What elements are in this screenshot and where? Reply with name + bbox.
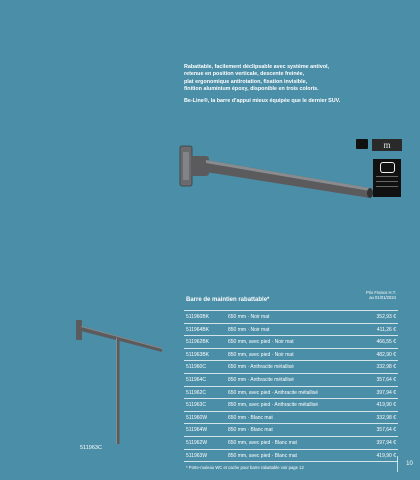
cell-price: 397,94 € (376, 439, 396, 446)
cell-price: 466,55 € (376, 339, 396, 346)
table-row (184, 374, 398, 387)
table-row (184, 399, 398, 412)
table-row (184, 424, 398, 437)
cell-desc: 650 mm · Anthracite métallisé (228, 364, 294, 371)
intro-line: retenue en position verticale, descente freinée, (184, 71, 305, 78)
intro-line: plat ergonomique antirotation, fixation invisible, (184, 78, 308, 85)
cell-price: 332,98 € (376, 414, 396, 421)
cell-code: 511962W (186, 439, 208, 446)
grab-bar-with-leg-image (76, 316, 164, 446)
cell-price: 357,64 € (376, 427, 396, 434)
product-code-label: 511963C (80, 445, 102, 451)
cell-desc: 650 mm, avec pied · Noir mat (228, 339, 294, 346)
cell-code: 511963C (186, 402, 206, 409)
table-row (184, 437, 398, 450)
intro-tagline: Be-Line®, la barre d’appui mieux équipée que le dernier SUV. (184, 97, 341, 104)
intro-line: finition aluminium époxy, disponible en trois coloris. (184, 86, 319, 93)
cell-desc: 850 mm · Blanc mat (228, 427, 273, 434)
table-header (184, 288, 398, 311)
table-row (184, 387, 398, 400)
table-row (184, 412, 398, 425)
cell-code: 511964C (186, 376, 206, 383)
cell-code: 511964W (186, 427, 208, 434)
cell-desc: 650 mm, avec pied · Blanc mat (228, 439, 297, 446)
cell-code: 511962BK (186, 339, 209, 346)
cell-desc: 850 mm, avec pied · Anthracite métallisé (228, 402, 319, 409)
warranty-badge-icon (373, 159, 401, 197)
cell-desc: 850 mm, avec pied · Blanc mat (228, 452, 297, 459)
table-footnote: * Porte-rouleau WC et cache pour barre rabattable voir page 12 (186, 465, 304, 471)
table-title: Barre de maintien rabattable* (186, 297, 270, 303)
cell-price: 397,94 € (376, 389, 396, 396)
design-logo: m (372, 139, 402, 151)
cell-price: 357,64 € (376, 376, 396, 383)
cell-desc: 650 mm · Noir mat (228, 314, 270, 320)
cell-desc: 850 mm · Noir mat (228, 326, 270, 333)
table-row (184, 336, 398, 349)
folding-grab-bar-image (178, 138, 378, 208)
cell-desc: 850 mm · Anthracite métallisé (228, 376, 294, 383)
intro-text (184, 64, 384, 105)
cell-code: 511962C (186, 389, 206, 396)
cell-price: 352,93 € (376, 314, 396, 320)
cell-code: 511963BK (186, 351, 209, 358)
cell-desc: 650 mm · Blanc mat (228, 414, 273, 421)
cell-desc: 650 mm, avec pied · Anthracite métallisé (228, 389, 319, 396)
cell-code: 511960C (186, 364, 206, 371)
table-row (184, 450, 398, 463)
cell-desc: 850 mm, avec pied · Noir mat (228, 351, 294, 358)
page-number: 10 (397, 456, 420, 472)
table-row (184, 361, 398, 374)
table-row (184, 311, 398, 324)
intro-line: Rabattable, facilement déclipsable avec système antivol, (184, 64, 330, 70)
table-row (184, 324, 398, 337)
cell-price: 332,98 € (376, 364, 396, 371)
table-row (184, 349, 398, 362)
cell-price: 419,90 € (376, 452, 396, 459)
price-table (184, 288, 398, 470)
cell-price: 482,90 € (376, 351, 396, 358)
brand-logo-icon (356, 139, 368, 149)
cell-code: 511964BK (186, 326, 209, 333)
price-header: Prix France H.T. au 01/01/2024 (365, 290, 396, 300)
cell-price: 419,90 € (376, 402, 396, 409)
cell-code: 511963W (186, 452, 208, 459)
cell-code: 511960BK (186, 314, 209, 320)
cell-code: 511960W (186, 414, 208, 421)
cell-price: 411,26 € (376, 326, 396, 333)
